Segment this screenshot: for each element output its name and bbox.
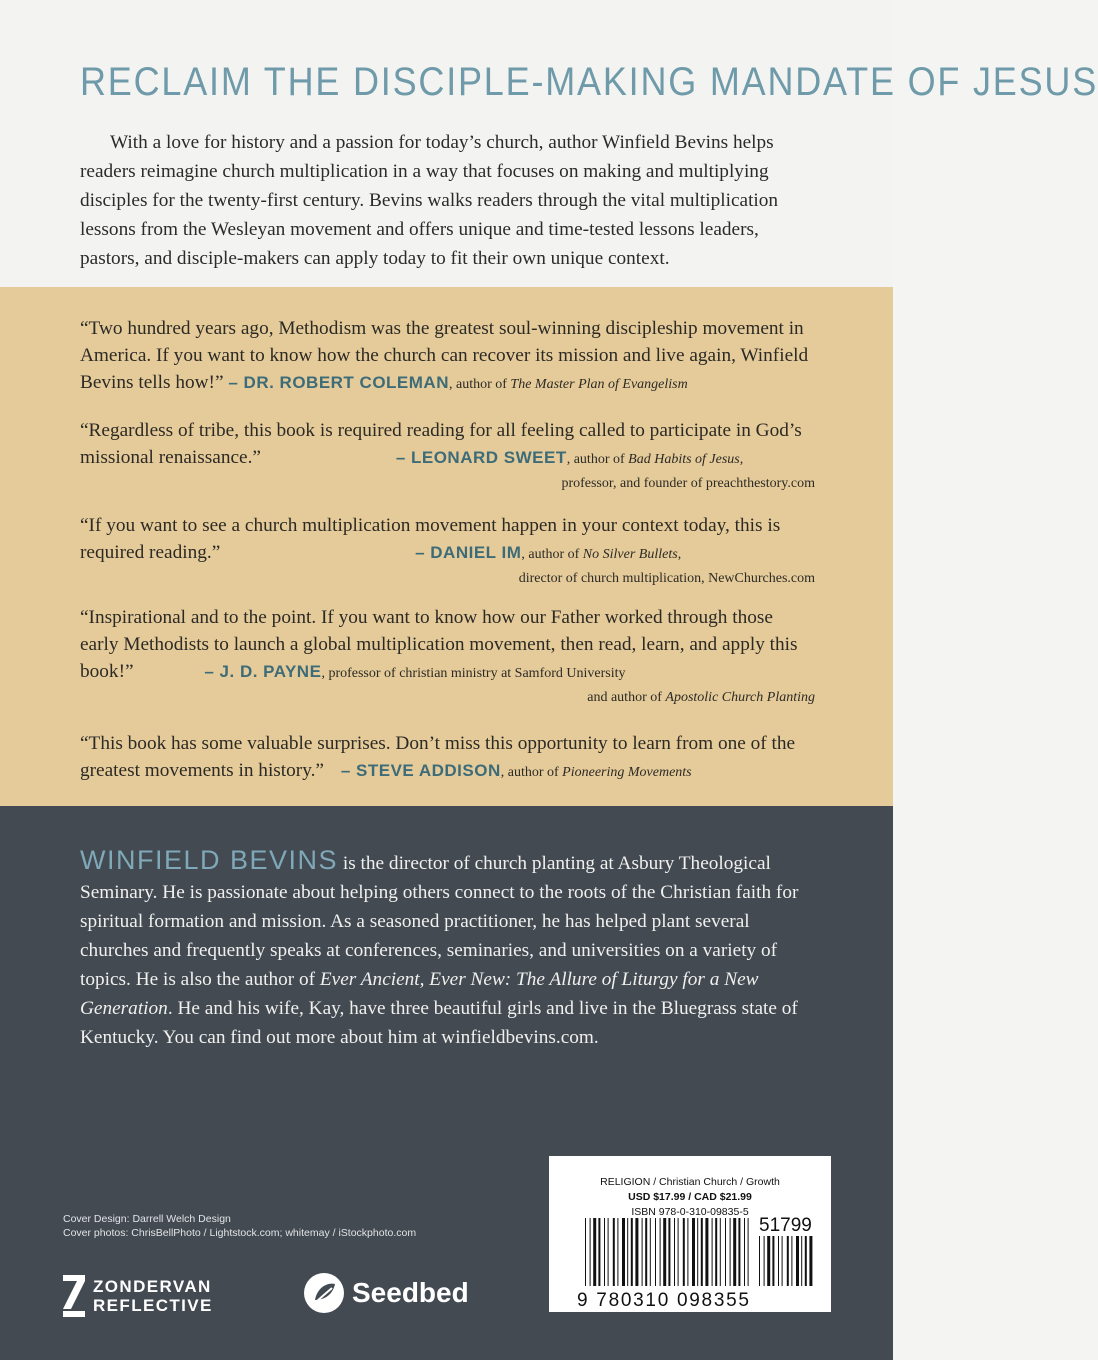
intro-paragraph: With a love for history and a passion for today’s church, author Winfield Bevins helps readers reimagine church multiplication in a way that focuses on making and multiplying disciples for the twenty-first century. Bevins walks readers through the vital multiplication lessons from the Wesleyan movement and offers unique and time-tested lessons leaders, pastors, and disciple-makers can apply today to fit their own unique context. <box>80 132 779 269</box>
endorser-role: , author of <box>521 547 583 562</box>
endorser-role: , author of <box>500 765 563 780</box>
endorser-role: , author of <box>566 452 629 467</box>
author-book-title: Ever Ancient, Ever New: The Allure of Liturgy for a New Generation <box>80 969 759 1019</box>
endorsement-quote: “Two hundred years ago, Methodism was the greatest soul-winning discipleship movement in America. If you want to know how the church can recover its mission and live again, Winfield Bevins tells how!” <box>80 318 809 393</box>
endorser-role-line2: professor, and founder of preachthestory.com <box>561 476 815 491</box>
endorser-book: Bad Habits of Jesus <box>628 452 740 467</box>
headline: RECLAIM THE DISCIPLE-MAKING MANDATE OF JESUS <box>80 60 1098 104</box>
isbn-text: ISBN 978-0-310-09835-5 <box>631 1206 749 1218</box>
endorser-book: Pioneering Movements <box>562 765 692 780</box>
ean-digits: 9 780310 098355 <box>577 1290 749 1311</box>
barcode-graphic <box>549 1156 831 1312</box>
zondervan-mark-icon <box>63 1275 85 1317</box>
endorser-book: Apostolic Church Planting <box>665 690 815 705</box>
price-text: USD $17.99 / CAD $21.99 <box>628 1191 752 1203</box>
addon-digits: 51799 <box>759 1215 812 1236</box>
category-text: RELIGION / Christian Church / Growth <box>600 1176 780 1188</box>
endorser-name: – J. D. PAYNE <box>204 662 322 681</box>
endorsement-quote: “Regardless of tribe, this book is required reading for all feeling called to participate in God’s missional renaissance.” <box>80 420 802 468</box>
endorser-name: – LEONARD SWEET <box>395 448 567 467</box>
endorsement-im: “If you want to see a church multiplication movement happen in your context today, this is required reading.” – DANIEL IM, author of No Silver Bullets, director of church multiplication, NewChurches.com <box>80 512 815 589</box>
cover-photo-credit: Cover photos: ChrisBellPhoto / Lightstock.com; whitemay / iStockphoto.com <box>63 1227 417 1239</box>
endorser-role: , author of <box>448 377 511 392</box>
endorser-role: , professor of christian ministry at Samford University <box>321 666 626 681</box>
cover-credits <box>63 1212 416 1240</box>
endorser-name: – DANIEL IM <box>415 543 522 562</box>
endorser-book: The Master Plan of Evangelism <box>510 377 688 392</box>
endorsement-quote: “This book has some valuable surprises. Don’t miss this opportunity to learn from one of the greatest movements in history.” <box>80 733 796 781</box>
author-bio: WINFIELD BEVINS is the director of church planting at Asbury Theological Seminary. He is passionate about helping others connect to the roots of the Christian faith for spiritual formation and mission. As a seasoned practitioner, he has helped plant several churches and frequently speaks at conferences, seminaries, and universities on a variety of topics. He is also the author of Ever Ancient, Ever New: The Allure of Liturgy for a New Generation. He and his wife, Kay, have three beautiful girls and live in the Bluegrass state of Kentucky. You can find out more about him at winfieldbevins.com. <box>80 845 799 1048</box>
zondervan-reflective-logo <box>63 1275 213 1317</box>
seedbed-leaf-icon <box>303 1272 345 1314</box>
cover-design-credit: Cover Design: Darrell Welch Design <box>63 1213 231 1225</box>
endorsement-quote: “Inspirational and to the point. If you want to know how our Father worked through those early Methodists to launch a global multiplication movement, then read, learn, and apply this book!” <box>80 607 798 682</box>
reflective-wordmark: REFLECTIVE <box>93 1296 213 1315</box>
seedbed-logo <box>303 1272 469 1314</box>
seedbed-wordmark: Seedbed <box>352 1277 469 1308</box>
endorser-role-line2: director of church multiplication, NewChurches.com <box>518 571 815 586</box>
endorser-name: – STEVE ADDISON <box>340 761 501 780</box>
endorser-name: – DR. ROBERT COLEMAN <box>228 373 449 392</box>
author-name: WINFIELD BEVINS <box>80 845 339 875</box>
endorsement-coleman <box>80 315 815 398</box>
barcode-label <box>549 1156 831 1312</box>
endorsement-sweet: “Regardless of tribe, this book is required reading for all feeling called to participate in God’s missional renaissance.” – LEONARD SWEET, author of Bad Habits of Jesus, professor, and founder of preachthestory.com <box>80 417 815 494</box>
zondervan-wordmark: ZONDERVAN <box>93 1277 212 1296</box>
endorsement-payne <box>80 604 815 708</box>
endorsement-addison <box>80 730 815 786</box>
endorsements-section <box>0 287 893 806</box>
endorser-book: No Silver Bullets <box>582 547 678 562</box>
intro-section <box>0 0 1098 287</box>
endorsement-quote: “If you want to see a church multiplication movement happen in your context today, this is required reading.” <box>80 515 781 563</box>
addon-barcode-bars <box>759 1236 812 1286</box>
endorser-role-line2: and author of Apostolic Church Planting <box>587 690 815 705</box>
ean-barcode-bars <box>585 1218 749 1286</box>
